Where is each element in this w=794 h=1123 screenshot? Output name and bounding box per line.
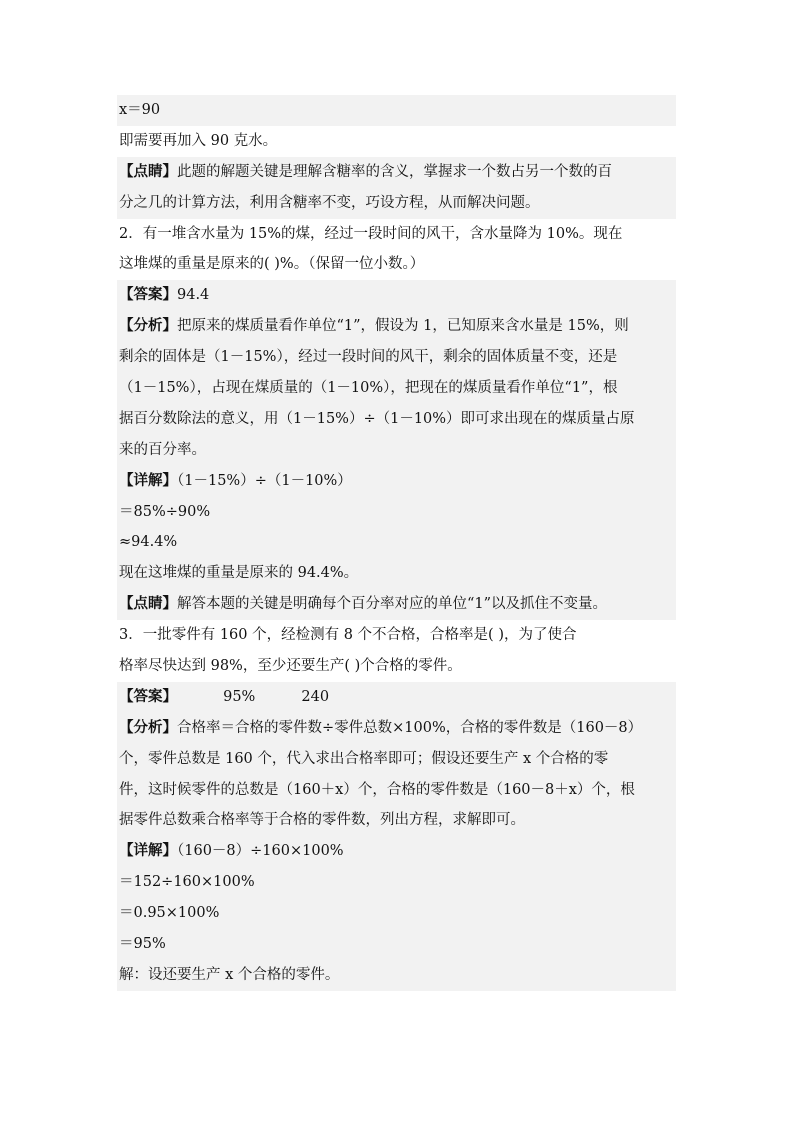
analysis-tag: 【分析】 <box>119 718 177 736</box>
key-point-tag: 【点睛】 <box>119 162 177 180</box>
analysis-line: 【分析】合格率＝合格的零件数÷零件总数×100%，合格的零件数是（160－8） <box>117 713 676 744</box>
key-point-line: 【点睛】解答本题的关键是明确每个百分率对应的单位“1”以及抓住不变量。 <box>117 589 676 620</box>
answer-tag: 【答案】 <box>119 286 177 304</box>
analysis-line: 据百分数除法的意义，用（1－15%）÷（1－10%）即可求出现在的煤质量占原 <box>117 404 676 435</box>
answer-line: 【答案】94.4 <box>117 280 676 311</box>
solution-line: ＝85%÷90% <box>117 497 676 528</box>
analysis-line: （1－15%），占现在煤质量的（1－10%），把现在的煤质量看作单位“1”，根 <box>117 373 676 404</box>
solution-line: 【详解】（160－8）÷160×100% <box>117 836 676 867</box>
solution-tag: 【详解】 <box>119 842 177 860</box>
solution-line: ＝152÷160×100% <box>117 867 676 898</box>
document-page <box>117 95 676 991</box>
key-point-line: 【点睛】此题的解题关键是理解含糖率的含义，掌握求一个数占另一个数的百 <box>117 157 676 188</box>
analysis-line: 据零件总数乘合格率等于合格的零件数，列出方程，求解即可。 <box>117 805 676 836</box>
question-line: 2．有一堆含水量为 15%的煤，经过一段时间的风干，含水量降为 10%。现在 <box>119 225 623 242</box>
solution-line: 解：设还要生产 x 个合格的零件。 <box>117 960 676 991</box>
analysis-tag: 【分析】 <box>119 317 177 335</box>
equation-line: x＝90 <box>117 95 676 126</box>
answer-line: 【答案】 95% 240 <box>117 682 676 713</box>
analysis-line: 件，这时候零件的总数是（160＋x）个，合格的零件数是（160－8＋x）个，根 <box>117 775 676 806</box>
solution-line: ＝95% <box>117 929 676 960</box>
analysis-line: 来的百分率。 <box>117 435 676 466</box>
solution-line: 现在这堆煤的重量是原来的 94.4%。 <box>117 558 676 589</box>
solution-line: ≈94.4% <box>117 527 676 558</box>
analysis-line: 【分析】把原来的煤质量看作单位“1”，假设为 1，已知原来含水量是 15%，则 <box>117 311 676 342</box>
key-point-tag: 【点睛】 <box>119 595 177 613</box>
key-point-line: 分之几的计算方法，利用含糖率不变，巧设方程，从而解决问题。 <box>117 188 676 219</box>
question-line: 3．一批零件有 160 个，经检测有 8 个不合格，合格率是( )，为了使合 <box>119 627 577 644</box>
solution-tag: 【详解】 <box>119 471 177 489</box>
question-line: 格率尽快达到 98%，至少还要生产( )个合格的零件。 <box>119 658 462 675</box>
solution-line: 【详解】（1－15%）÷（1－10%） <box>117 466 676 497</box>
analysis-line: 个，零件总数是 160 个，代入求出合格率即可；假设还要生产 x 个合格的零 <box>117 744 676 775</box>
conclusion-line: 即需要再加入 90 克水。 <box>119 132 278 149</box>
analysis-line: 剩余的固体是（1－15%），经过一段时间的风干，剩余的固体质量不变，还是 <box>117 342 676 373</box>
solution-line: ＝0.95×100% <box>117 898 676 929</box>
answer-tag: 【答案】 <box>119 687 177 705</box>
question-line: 这堆煤的重量是原来的( )%。（保留一位小数。） <box>119 256 425 273</box>
